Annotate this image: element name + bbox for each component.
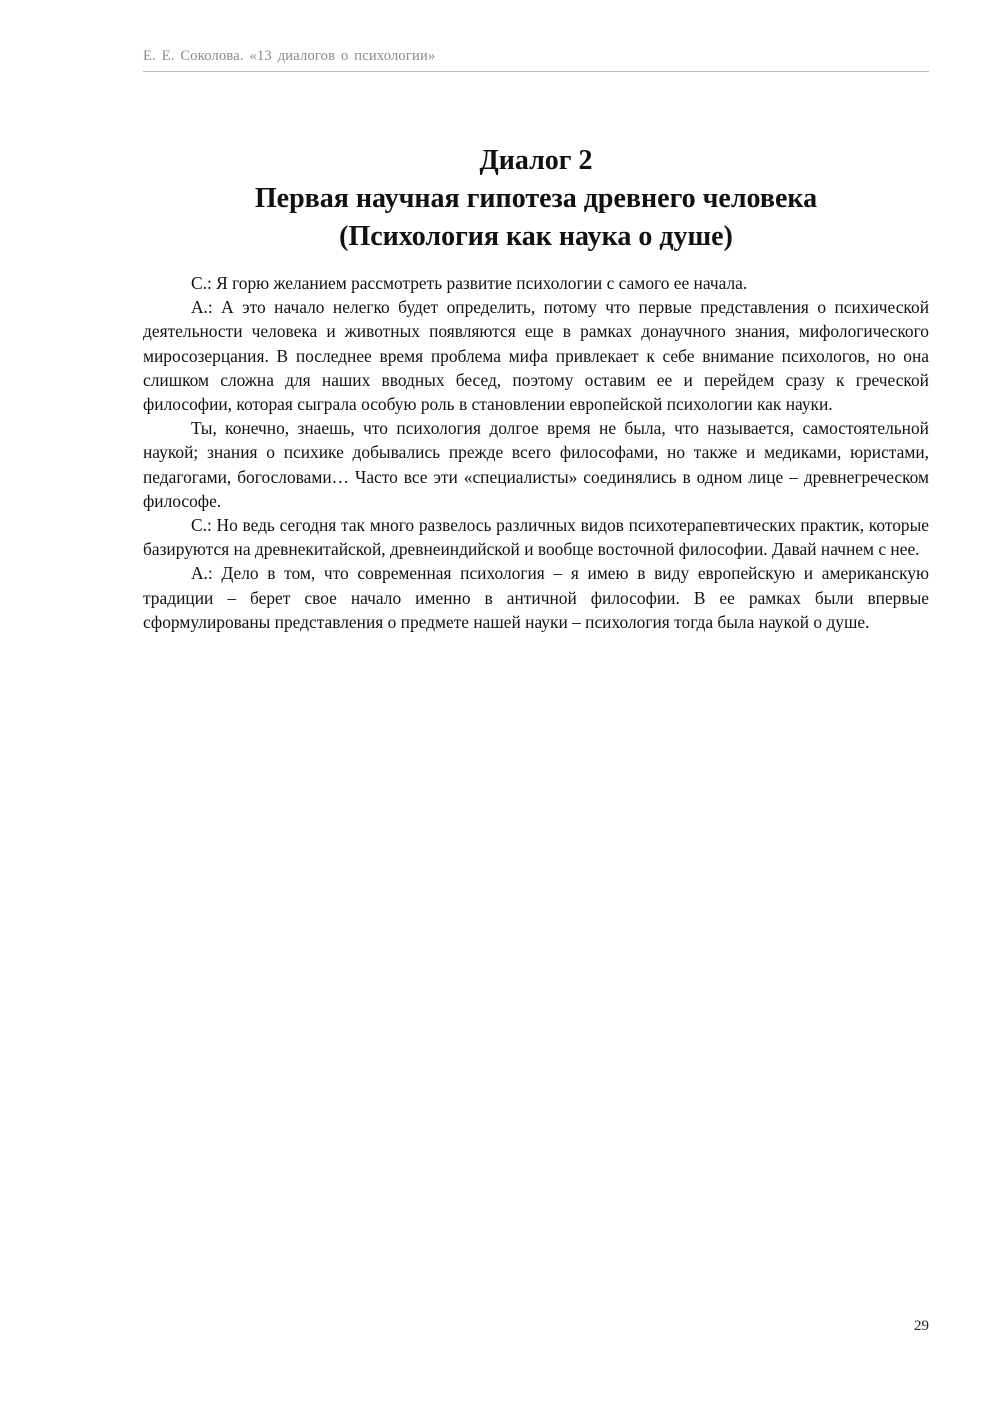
page-number: 29 <box>914 1318 929 1334</box>
paragraph: Ты, конечно, знаешь, что психология долгое время не была, что называется, самостоятельной наукой; знания о психике добывались прежде всего философами, но также и медиками, юристами, педагогами, богословами… Часто все эти «специалисты» соединялись в одном лице – древнегреческом философе. <box>143 418 929 511</box>
chapter-heading: Первая научная гипотеза древнего человека <box>254 183 818 214</box>
chapter-number: Диалог 2 <box>479 145 593 176</box>
paragraph: С.: Но ведь сегодня так много развелось различных видов психотерапевтических практик, которые базируются на древнекитайской, древнеиндийской и вообще восточной философии. Давай начнем с нее. <box>143 515 929 560</box>
running-header: Е. Е. Соколова. «13 диалогов о психологии» <box>143 48 436 64</box>
chapter-title <box>93 142 979 256</box>
paragraph: А.: Дело в том, что современная психология – я имею в виду европейскую и американскую традиции – берет свое начало именно в античной философии. В ее рамках были впервые сформулированы представления о предмете нашей науки – психология тогда была наукой о душе. <box>143 563 929 632</box>
chapter-subheading: (Психология как наука о душе) <box>339 221 733 252</box>
paragraph: А.: А это начало нелегко будет определить, потому что первые представления о психической деятельности человека и животных появляются еще в рамках донаучного знания, мифологического миросозерцания. В последнее время проблема мифа привлекает к себе внимание психологов, но она слишком сложна для наших вводных бесед, поэтому оставим ее и перейдем сразу к греческой философии, которая сыграла особую роль в становлении европейской психологии как науки. <box>143 297 929 415</box>
body-text <box>143 271 929 634</box>
paragraph: С.: Я горю желанием рассмотреть развитие психологии с самого ее начала. <box>191 273 748 293</box>
header-divider <box>143 71 929 72</box>
